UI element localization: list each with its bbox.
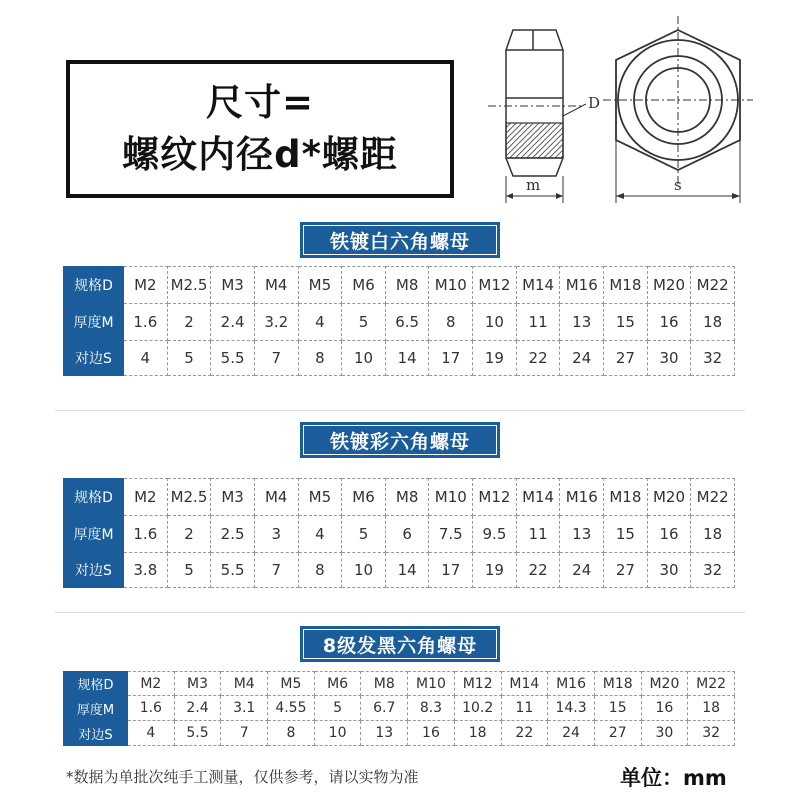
headline-box: [66, 60, 454, 198]
table-cell: M2: [128, 672, 175, 696]
table-cell: 1.6: [128, 696, 175, 721]
table-cell: 16: [641, 696, 688, 721]
table-cell: 27: [604, 341, 648, 376]
table-cell: 2: [167, 304, 211, 341]
table-cell: 3.8: [124, 553, 168, 588]
table-cell: M14: [501, 672, 548, 696]
table-cell: M6: [314, 672, 361, 696]
table-cell: M8: [385, 267, 429, 304]
table-cell: 2: [167, 516, 211, 553]
table-cell: 10.2: [454, 696, 501, 721]
table-cell: 4: [298, 516, 342, 553]
table-cell: M3: [174, 672, 221, 696]
divider: [55, 410, 745, 411]
table-cell: M20: [641, 672, 688, 696]
table-cell: M22: [691, 267, 735, 304]
table-cell: 32: [691, 341, 735, 376]
table-cell: 16: [408, 721, 455, 746]
table-cell: 13: [560, 516, 604, 553]
table-cell: 8: [429, 304, 473, 341]
table-cell: M3: [211, 267, 255, 304]
row-header: 厚度M: [64, 304, 124, 341]
table-cell: M5: [298, 267, 342, 304]
table-cell: 32: [691, 553, 735, 588]
table-cell: 7.5: [429, 516, 473, 553]
table-cell: 10: [314, 721, 361, 746]
table-cell: 8.3: [408, 696, 455, 721]
table-cell: 5.5: [211, 553, 255, 588]
table-cell: 3: [254, 516, 298, 553]
table-cell: 19: [473, 553, 517, 588]
table-cell: 1.6: [124, 516, 168, 553]
table-cell: 19: [473, 341, 517, 376]
table-cell: 18: [691, 516, 735, 553]
table-cell: M18: [604, 479, 648, 516]
table-cell: 5.5: [174, 721, 221, 746]
table-cell: 13: [560, 304, 604, 341]
table-cell: 30: [647, 341, 691, 376]
table-cell: 6.7: [361, 696, 408, 721]
divider: [55, 612, 745, 613]
table-cell: 18: [454, 721, 501, 746]
table-cell: 5.5: [211, 341, 255, 376]
table-cell: M10: [408, 672, 455, 696]
table-cell: M14: [516, 267, 560, 304]
table-cell: 24: [548, 721, 595, 746]
table-cell: 17: [429, 341, 473, 376]
table-cell: 5: [314, 696, 361, 721]
table-cell: 15: [604, 304, 648, 341]
table-cell: M16: [548, 672, 595, 696]
table-cell: 2.4: [174, 696, 221, 721]
table-cell: M12: [473, 479, 517, 516]
table-cell: 8: [298, 553, 342, 588]
table-cell: 2.4: [211, 304, 255, 341]
table-cell: 4.55: [268, 696, 315, 721]
table-cell: M12: [454, 672, 501, 696]
table-cell: 16: [647, 304, 691, 341]
unit-label: 单位：mm: [620, 766, 727, 790]
row-header: 规格D: [64, 267, 124, 304]
table-cell: 27: [604, 553, 648, 588]
table-cell: M6: [342, 479, 386, 516]
table-cell: M22: [688, 672, 735, 696]
table-cell: M20: [647, 479, 691, 516]
table-cell: 4: [124, 341, 168, 376]
section-title-2: 铁镀彩六角螺母: [300, 422, 500, 458]
table-cell: 24: [560, 553, 604, 588]
table-row: [64, 341, 735, 376]
row-header: 厚度M: [64, 516, 124, 553]
table-cell: 5: [342, 516, 386, 553]
table-cell: M16: [560, 479, 604, 516]
table-cell: 22: [516, 341, 560, 376]
headline-line-2: 螺纹内径d*螺距: [122, 133, 398, 176]
table-cell: 5: [167, 553, 211, 588]
table-cell: M4: [254, 267, 298, 304]
table-cell: 18: [688, 696, 735, 721]
table-cell: 4: [128, 721, 175, 746]
table-row: [64, 267, 735, 304]
table-row: [64, 721, 735, 746]
table-cell: M22: [691, 479, 735, 516]
hex-nut-drawing-icon: [478, 8, 778, 208]
row-header: 对边S: [64, 721, 128, 746]
table-cell: 7: [221, 721, 268, 746]
row-header: 规格D: [64, 672, 128, 696]
table-row: [64, 304, 735, 341]
table-cell: 18: [691, 304, 735, 341]
table-cell: M10: [429, 267, 473, 304]
row-header: 对边S: [64, 341, 124, 376]
table-cell: 14.3: [548, 696, 595, 721]
table-cell: 6: [385, 516, 429, 553]
table-cell: 27: [594, 721, 641, 746]
diagram-label-s: s: [674, 176, 682, 194]
table-cell: M10: [429, 479, 473, 516]
table-cell: 7: [254, 341, 298, 376]
table-cell: 7: [254, 553, 298, 588]
row-header: 厚度M: [64, 696, 128, 721]
table-row: [64, 553, 735, 588]
table-cell: 8: [268, 721, 315, 746]
table-cell: M4: [254, 479, 298, 516]
table-cell: 16: [647, 516, 691, 553]
table-cell: 11: [516, 516, 560, 553]
table-cell: 11: [501, 696, 548, 721]
table-cell: M2: [124, 267, 168, 304]
spec-table-2: [63, 478, 735, 588]
table-cell: M18: [604, 267, 648, 304]
table-cell: 10: [342, 341, 386, 376]
table-cell: 5: [342, 304, 386, 341]
table-cell: M2.5: [167, 479, 211, 516]
table-cell: 22: [501, 721, 548, 746]
headline-line-1: 尺寸=: [205, 81, 314, 124]
table-cell: M5: [298, 479, 342, 516]
diagram-label-d: D: [588, 94, 601, 112]
row-header: 规格D: [64, 479, 124, 516]
table-cell: 10: [473, 304, 517, 341]
table-cell: 8: [298, 341, 342, 376]
table-cell: 3.2: [254, 304, 298, 341]
table-cell: 15: [604, 516, 648, 553]
table-cell: 6.5: [385, 304, 429, 341]
table-cell: M2: [124, 479, 168, 516]
table-cell: M5: [268, 672, 315, 696]
table-cell: 2.5: [211, 516, 255, 553]
footnote: *数据为单批次纯手工测量，仅供参考，请以实物为准: [66, 768, 419, 786]
table-cell: 17: [429, 553, 473, 588]
table-cell: 5: [167, 341, 211, 376]
spec-table-1: [63, 266, 735, 376]
table-cell: 11: [516, 304, 560, 341]
table-row: [64, 672, 735, 696]
table-cell: 15: [594, 696, 641, 721]
diagram-label-m: m: [526, 176, 541, 194]
table-cell: 32: [688, 721, 735, 746]
table-cell: 30: [641, 721, 688, 746]
table-row: [64, 479, 735, 516]
table-cell: M3: [211, 479, 255, 516]
section-title-1: 铁镀白六角螺母: [300, 222, 500, 258]
table-cell: M16: [560, 267, 604, 304]
table-cell: M20: [647, 267, 691, 304]
table-cell: 24: [560, 341, 604, 376]
table-cell: 30: [647, 553, 691, 588]
table-cell: 3.1: [221, 696, 268, 721]
table-cell: 22: [516, 553, 560, 588]
table-cell: M18: [594, 672, 641, 696]
table-cell: M8: [361, 672, 408, 696]
table-cell: 13: [361, 721, 408, 746]
spec-table-3: [63, 671, 735, 746]
table-cell: 14: [385, 341, 429, 376]
row-header: 对边S: [64, 553, 124, 588]
table-cell: 9.5: [473, 516, 517, 553]
table-cell: M2.5: [167, 267, 211, 304]
table-cell: M8: [385, 479, 429, 516]
section-title-3: 8级发黑六角螺母: [300, 626, 500, 662]
table-cell: 4: [298, 304, 342, 341]
table-row: [64, 696, 735, 721]
table-cell: M4: [221, 672, 268, 696]
table-cell: 14: [385, 553, 429, 588]
table-cell: 10: [342, 553, 386, 588]
table-cell: M6: [342, 267, 386, 304]
table-cell: M12: [473, 267, 517, 304]
table-cell: 1.6: [124, 304, 168, 341]
table-cell: M14: [516, 479, 560, 516]
table-row: [64, 516, 735, 553]
